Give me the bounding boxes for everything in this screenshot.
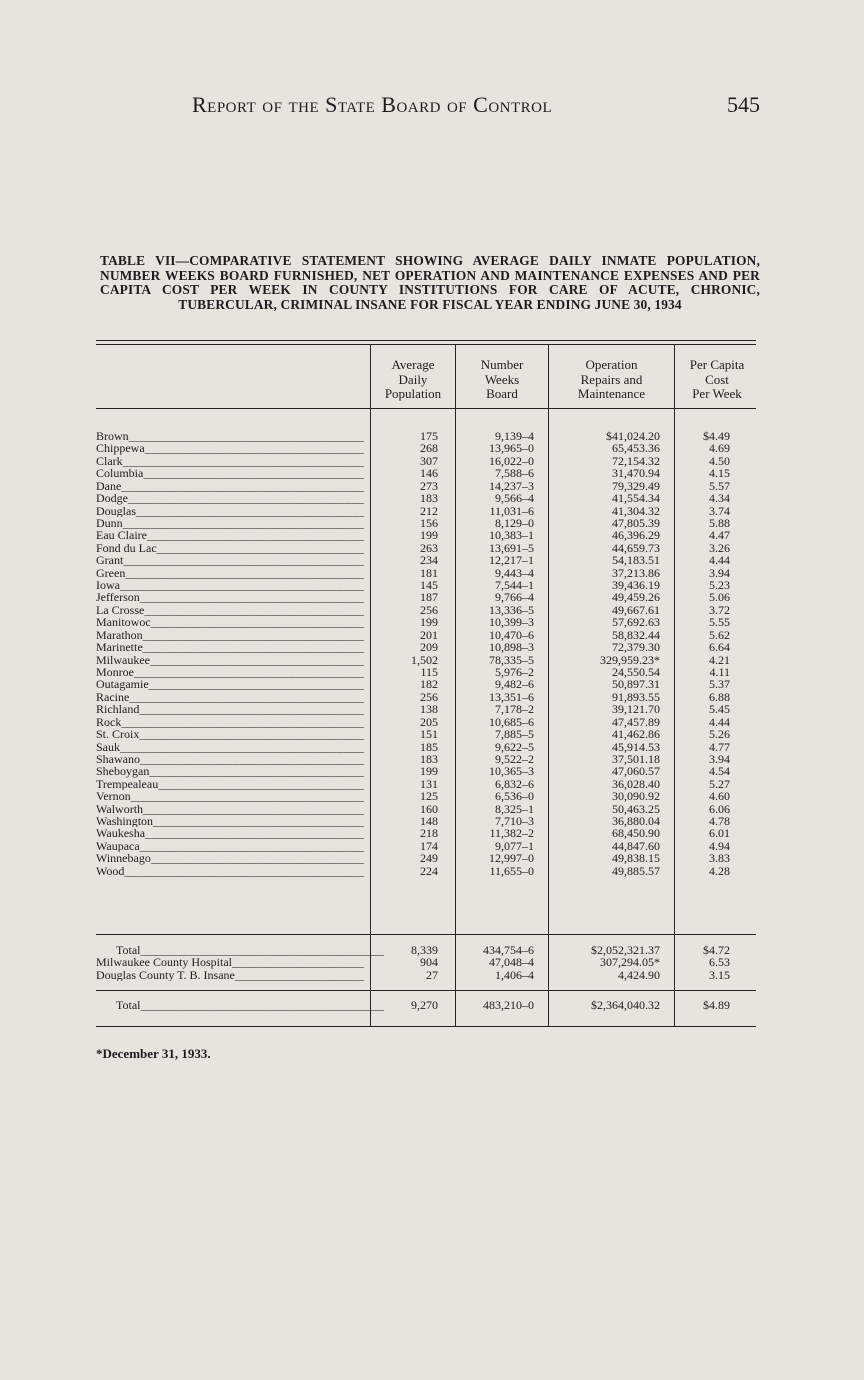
cell-operation: 79,329.49 [612,478,660,493]
cell-per-capita: 4.28 [709,863,730,878]
cell-per-capita: 4.60 [709,789,730,804]
cell-per-capita: 4.44 [709,553,730,568]
cell-operation: 30,090.92 [612,789,660,804]
table-caption: TABLE VII—COMPARATIVE STATEMENT SHOWING AVERAGE DAILY INMATE POPULATION, NUMBER WEEKS BOARD FURNISHED, NET OPERATION AND MAINTENANCE EXPENSES AND PER CAPITA COST PER WEEK IN COUNTY INSTITUTIONS FOR CARE OF ACUTE, CHRONIC, TUBERCULAR, CRIMINAL INSANE FOR FISCAL YEAR ENDING JUNE 30, 1934 [100,253,760,312]
row-name: Clark _____ [96,455,364,467]
cell-per-capita: 3.83 [709,851,730,866]
cell-per-capita: $4.72 [703,943,730,957]
cell-per-capita: 5.26 [709,727,730,742]
cell-weeks: 9,443–4 [495,565,534,580]
cell-operation: 41,304.32 [612,503,660,518]
row-name: Total _____ [96,944,384,956]
cell-operation: 50,897.31 [612,677,660,692]
cell-weeks: 9,077–1 [495,838,534,853]
row-name: Washington _____ [96,815,364,827]
row-name: Fond du Lac _____ [96,542,364,554]
cell-operation: 24,550.54 [612,664,660,679]
table-row [0,591,864,603]
cell-weeks: 9,482–6 [495,677,534,692]
row-name: Winnebago _____ [96,852,364,864]
cell-population: 256 [420,689,438,704]
cell-operation: 307,294.05* [600,955,660,970]
table-row [0,467,864,479]
row-name: Total _____ [96,999,384,1011]
header-line: Operation [585,357,638,372]
cell-weeks: 10,470–6 [489,627,534,642]
table-row [0,827,864,839]
cell-weeks: 9,566–4 [495,491,534,506]
row-name: Douglas County T. B. Insane _____ [96,969,364,981]
table-row [0,703,864,715]
cell-weeks: 11,382–2 [489,826,534,841]
cell-per-capita: 4.77 [709,739,730,754]
page-header [0,92,864,122]
cell-weeks: 16,022–0 [489,453,534,468]
cell-operation: 49,459.26 [612,590,660,605]
cell-operation: 46,396.29 [612,528,660,543]
cell-population: 175 [420,429,438,443]
header-line: Weeks [484,371,520,387]
cell-per-capita: 3.74 [709,503,730,518]
row-name: Eau Claire _____ [96,529,364,541]
row-name: Trempealeau _____ [96,778,364,790]
table-row [0,969,864,981]
cell-population: 273 [420,478,438,493]
cell-weeks: 7,710–3 [495,814,534,829]
cell-population: 182 [420,677,438,692]
row-name: Racine _____ [96,691,364,703]
header-rule [96,408,756,409]
cell-per-capita: 5.27 [709,776,730,791]
grand-total-rule [96,990,756,991]
cell-population: 212 [420,503,438,518]
table-row [0,616,864,628]
cell-per-capita: 3.94 [709,565,730,580]
cell-weeks: 7,885–5 [495,727,534,742]
table-row [0,852,864,864]
header-line: Per Capita [689,357,745,372]
cell-weeks: 13,351–6 [489,689,534,704]
row-name: Grant _____ [96,554,364,566]
table-row [0,999,864,1011]
cell-weeks: 12,997–0 [489,851,534,866]
header-line: Maintenance [577,386,646,401]
row-name: Columbia _____ [96,467,364,479]
cell-operation: 41,462.86 [612,727,660,742]
cell-per-capita: 3.15 [709,967,730,982]
table-row [0,956,864,968]
row-name: Chippewa _____ [96,442,364,454]
row-name: Walworth _____ [96,803,364,815]
cell-population: 183 [420,491,438,506]
cell-operation: 47,805.39 [612,515,660,530]
cell-per-capita: 5.45 [709,702,730,717]
row-name: Waupaca _____ [96,840,364,852]
cell-weeks: 10,685–6 [489,714,534,729]
header-line: Cost [705,371,729,387]
cell-weeks: 483,210–0 [483,998,534,1012]
cell-population: 151 [420,727,438,742]
cell-operation: 39,436.19 [612,578,660,593]
cell-population: 307 [420,453,438,468]
table-row [0,529,864,541]
cell-weeks: 7,178–2 [495,702,534,717]
cell-weeks: 11,031–6 [489,503,534,518]
cell-population: 904 [420,955,438,970]
cell-weeks: 5,976–2 [495,664,534,679]
cell-per-capita: 4.11 [709,664,730,679]
row-name: Monroe _____ [96,666,364,678]
cell-weeks: 9,139–4 [495,429,534,443]
cell-per-capita: 3.72 [709,602,730,617]
table-row [0,442,864,454]
cell-per-capita: 4.78 [709,814,730,829]
total-rule [96,934,756,935]
cell-weeks: 13,965–0 [489,441,534,456]
cell-population: 148 [420,814,438,829]
cell-population: 138 [420,702,438,717]
cell-operation: 329,959.23* [600,652,660,667]
row-name: Milwaukee _____ [96,654,364,666]
cell-operation: 31,470.94 [612,466,660,481]
row-name: Milwaukee County Hospital _____ [96,956,364,968]
cell-population: 205 [420,714,438,729]
row-name: Outagamie _____ [96,678,364,690]
cell-per-capita: 5.55 [709,615,730,630]
cell-operation: 37,501.18 [612,751,660,766]
cell-population: 174 [420,838,438,853]
header-line: Per Week [692,386,742,401]
row-name: Dodge _____ [96,492,364,504]
cell-per-capita: 4.94 [709,838,730,853]
cell-operation: $2,052,321.37 [591,943,660,957]
row-name: La Crosse _____ [96,604,364,616]
header-line: Repairs and [580,371,643,387]
cell-population: 8,339 [411,943,438,957]
table-top-rule [96,340,756,341]
cell-operation: 41,554.34 [612,491,660,506]
cell-per-capita: 6.88 [709,689,730,704]
header-line: Number [480,357,524,372]
cell-per-capita: 5.57 [709,478,730,493]
cell-per-capita: $4.89 [703,998,730,1012]
row-name: Vernon _____ [96,790,364,802]
cell-population: 160 [420,801,438,816]
row-name: Marathon _____ [96,629,364,641]
row-name: Richland _____ [96,703,364,715]
cell-per-capita: 6.53 [709,955,730,970]
cell-population: 156 [420,515,438,530]
cell-operation: 44,659.73 [612,540,660,555]
cell-population: 224 [420,863,438,878]
row-name: Waukesha _____ [96,827,364,839]
cell-weeks: 9,522–2 [495,751,534,766]
footnote: *December 31, 1933. [96,1046,211,1061]
row-name: Manitowoc _____ [96,616,364,628]
cell-operation: 50,463.25 [612,801,660,816]
cell-weeks: 8,325–1 [495,801,534,816]
cell-operation: 37,213.86 [612,565,660,580]
cell-weeks: 6,832–6 [495,776,534,791]
table-top-rule-inner [96,344,756,345]
cell-weeks: 8,129–0 [495,515,534,530]
cell-per-capita: 4.54 [709,764,730,779]
cell-weeks: 13,691–5 [489,540,534,555]
header-line: Board [486,386,518,401]
cell-operation: 4,424.90 [618,967,660,982]
cell-per-capita: 4.47 [709,528,730,543]
cell-population: 185 [420,739,438,754]
cell-population: 146 [420,466,438,481]
cell-population: 199 [420,528,438,543]
cell-weeks: 1,406–4 [495,967,534,982]
cell-per-capita: 4.50 [709,453,730,468]
cell-per-capita: 4.34 [709,491,730,506]
cell-operation: 36,880.04 [612,814,660,829]
cell-per-capita: 5.62 [709,627,730,642]
row-name: Rock _____ [96,716,364,728]
column-header-population [371,358,455,402]
row-name: Jefferson _____ [96,591,364,603]
row-name: Sauk _____ [96,741,364,753]
row-name: Douglas _____ [96,505,364,517]
cell-weeks: 14,237–3 [489,478,534,493]
cell-per-capita: 4.69 [709,441,730,456]
row-name: Wood _____ [96,865,364,877]
cell-population: 181 [420,565,438,580]
cell-operation: 49,885.57 [612,863,660,878]
cell-population: 187 [420,590,438,605]
cell-population: 131 [420,776,438,791]
cell-operation: 45,914.53 [612,739,660,754]
table-row [0,554,864,566]
cell-per-capita: 5.23 [709,578,730,593]
row-name: Dane _____ [96,480,364,492]
cell-population: 115 [420,664,438,679]
cell-population: 263 [420,540,438,555]
cell-population: 256 [420,602,438,617]
row-name: Green _____ [96,567,364,579]
cell-population: 201 [420,627,438,642]
cell-operation: 72,379.30 [612,640,660,655]
table-row [0,728,864,740]
cell-operation: 65,453.36 [612,441,660,456]
row-name: Marinette _____ [96,641,364,653]
cell-operation: 72,154.32 [612,453,660,468]
page-number: 545 [727,92,760,117]
cell-operation: 39,121.70 [612,702,660,717]
row-name: St. Croix _____ [96,728,364,740]
cell-per-capita: 6.01 [709,826,730,841]
cell-per-capita: 4.44 [709,714,730,729]
cell-weeks: 7,588–6 [495,466,534,481]
table-row [0,492,864,504]
table-row [0,765,864,777]
cell-weeks: 9,622–5 [495,739,534,754]
cell-operation: 49,667.61 [612,602,660,617]
column-header-weeks [456,358,548,402]
row-name: Shawano _____ [96,753,364,765]
cell-operation: 47,457.89 [612,714,660,729]
cell-weeks: 13,336–5 [489,602,534,617]
cell-population: 183 [420,751,438,766]
running-title: Report of the State Board of Control [192,92,553,117]
cell-per-capita: 5.06 [709,590,730,605]
cell-operation: 68,450.90 [612,826,660,841]
cell-per-capita: $4.49 [703,429,730,443]
cell-per-capita: 3.26 [709,540,730,555]
cell-population: 268 [420,441,438,456]
cell-per-capita: 3.94 [709,751,730,766]
cell-per-capita: 6.64 [709,640,730,655]
cell-population: 209 [420,640,438,655]
cell-operation: 47,060.57 [612,764,660,779]
cell-weeks: 6,536–0 [495,789,534,804]
cell-weeks: 10,399–3 [489,615,534,630]
row-name: Iowa _____ [96,579,364,591]
cell-weeks: 11,655–0 [489,863,534,878]
cell-operation: 49,838.15 [612,851,660,866]
header-line: Daily [398,371,428,387]
row-name: Brown _____ [96,430,364,442]
cell-weeks: 78,335–5 [489,652,534,667]
cell-per-capita: 6.06 [709,801,730,816]
column-header-operation [549,358,674,402]
cell-weeks: 12,217–1 [489,553,534,568]
cell-population: 27 [426,967,438,982]
row-name: Sheboygan _____ [96,765,364,777]
cell-weeks: 10,383–1 [489,528,534,543]
cell-operation: 36,028.40 [612,776,660,791]
cell-operation: 91,893.55 [612,689,660,704]
cell-operation: $41,024.20 [606,429,660,443]
column-header-per-capita [675,358,759,402]
row-name: Dunn _____ [96,517,364,529]
cell-operation: $2,364,040.32 [591,998,660,1012]
cell-population: 249 [420,851,438,866]
table-row [0,790,864,802]
cell-population: 9,270 [411,998,438,1012]
cell-operation: 58,832.44 [612,627,660,642]
cell-population: 199 [420,764,438,779]
table-row [0,678,864,690]
cell-per-capita: 4.15 [709,466,730,481]
cell-per-capita: 5.37 [709,677,730,692]
cell-weeks: 9,766–4 [495,590,534,605]
cell-population: 234 [420,553,438,568]
cell-weeks: 434,754–6 [483,943,534,957]
cell-operation: 57,692.63 [612,615,660,630]
header-line: Average [391,357,435,372]
cell-weeks: 47,048–4 [489,955,534,970]
header-line: Population [384,386,442,401]
cell-population: 199 [420,615,438,630]
cell-operation: 44,847.60 [612,838,660,853]
table-bottom-rule [96,1026,756,1027]
cell-operation: 54,183.51 [612,553,660,568]
cell-population: 145 [420,578,438,593]
cell-weeks: 10,365–3 [489,764,534,779]
cell-population: 218 [420,826,438,841]
cell-per-capita: 4.21 [709,652,730,667]
cell-population: 1,502 [411,652,438,667]
cell-weeks: 7,544–1 [495,578,534,593]
cell-population: 125 [420,789,438,804]
cell-weeks: 10,898–3 [489,640,534,655]
cell-per-capita: 5.88 [709,515,730,530]
table-row [0,865,864,877]
table-row [0,641,864,653]
